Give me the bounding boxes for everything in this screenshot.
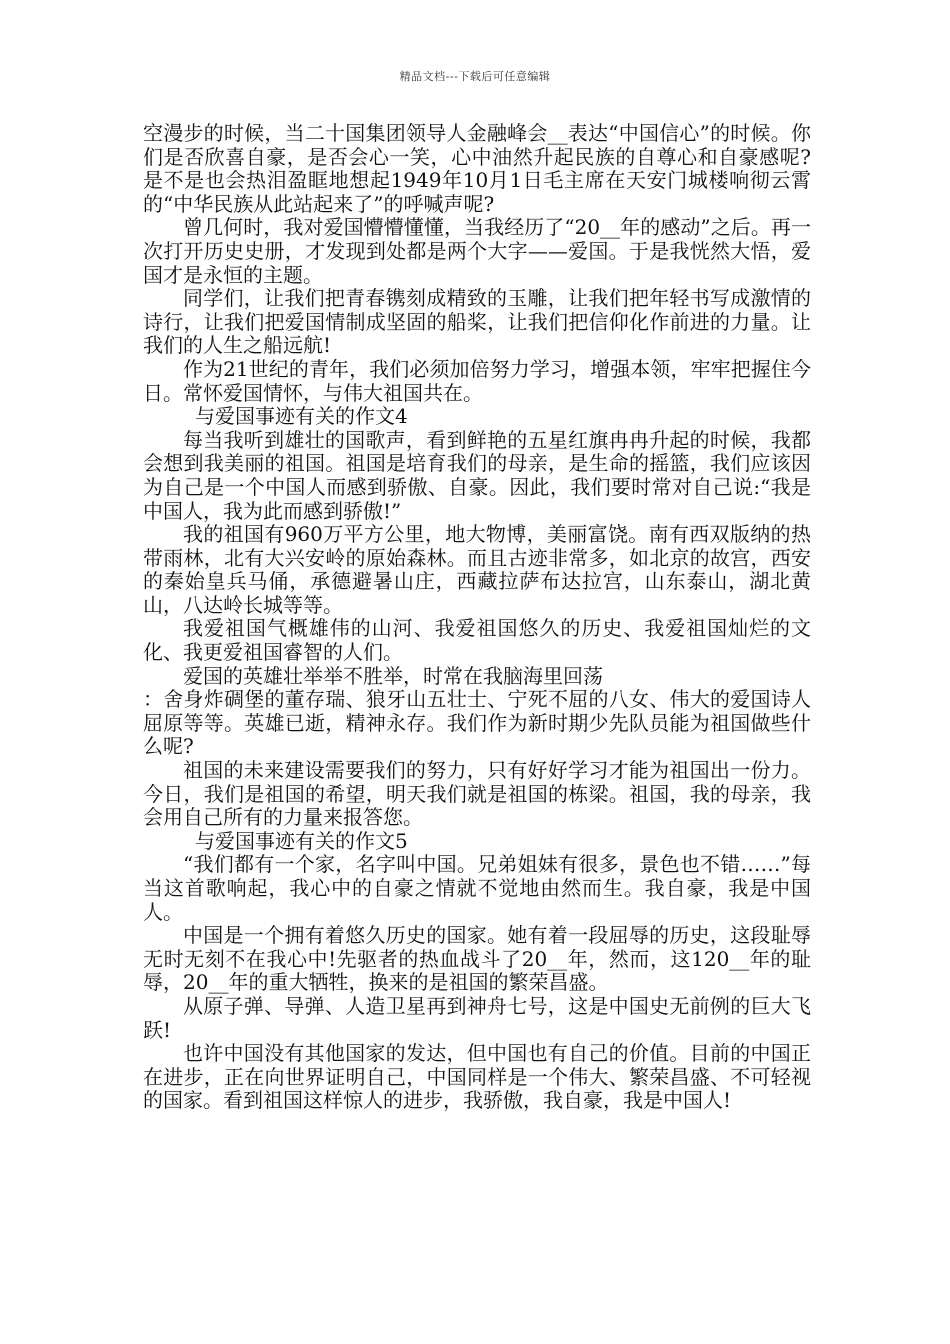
- paragraph: 从原子弹、导弹、人造卫星再到神舟七号，这是中国史无前例的巨大飞跃!: [143, 993, 811, 1042]
- paragraph: 同学们，让我们把青春镌刻成精致的玉雕，让我们把年轻书写成激情的诗行，让我们把爱国情制成坚固的船桨，让我们把信仰化作前进的力量。让我们的人生之船远航!: [143, 286, 811, 358]
- paragraph: 作为21世纪的青年，我们必须加倍努力学习，增强本领，牢牢把握住今日。常怀爱国情怀，与伟大祖国共在。: [143, 356, 811, 405]
- page-header: 精品文档---下载后可任意编辑: [399, 70, 551, 83]
- paragraph: 我爱祖国气概雄伟的山河、我爱祖国悠久的历史、我爱祖国灿烂的文化、我更爱祖国睿智的人们。: [143, 616, 811, 665]
- paragraph: “我们都有一个家，名字叫中国。兄弟姐妹有很多，景色也不错……”每当这首歌响起，我心中的自豪之情就不觉地由然而生。我自豪，我是中国人。: [143, 852, 811, 924]
- document-body: [143, 122, 811, 1113]
- paragraph: 空漫步的时候，当二十国集团领导人金融峰会__表达“中国信心”的时候。你们是否欣喜自豪，是否会心一笑，心中油然升起民族的自尊心和自豪感呢?是不是也会热泪盈眶地想起1949年10月1日毛主席在天安门城楼响彻云霄的“中华民族从此站起来了”的呼喊声呢?: [143, 121, 811, 216]
- paragraph: ：舍身炸碉堡的董存瑞、狼牙山五壮士、宁死不屈的八女、伟大的爱国诗人屈原等等。英雄已逝，精神永存。我们作为新时期少先队员能为祖国做些什么呢?: [143, 687, 811, 759]
- paragraph: 祖国的未来建设需要我们的努力，只有好好学习才能为祖国出一份力。今日，我们是祖国的希望，明天我们就是祖国的栋梁。祖国，我的母亲，我会用自己所有的力量来报答您。: [143, 758, 811, 830]
- paragraph: 每当我听到雄壮的国歌声，看到鲜艳的五星红旗冉冉升起的时候，我都会想到我美丽的祖国。祖国是培育我们的母亲，是生命的摇篮，我们应该因为自己是一个中国人而感到骄傲、自豪。因此，我们要时常对自己说:“我是中国人，我为此而感到骄傲!”: [143, 427, 811, 523]
- section-heading: 与爱国事迹有关的作文5: [195, 828, 408, 853]
- paragraph: 也许中国没有其他国家的发达，但中国也有自己的价值。目前的中国正在进步，正在向世界证明自己，中国同样是一个伟大、繁荣昌盛、不可轻视的国家。看到祖国这样惊人的进步，我骄傲，我自豪，我是中国人!: [143, 1041, 811, 1113]
- paragraph: 中国是一个拥有着悠久历史的国家。她有着一段屈辱的历史，这段耻辱无时无刻不在我心中!先驱者的热血战斗了20__年，然而，这120__年的耻辱，20__年的重大牺牲，换来的是祖国的繁荣昌盛。: [143, 923, 811, 995]
- paragraph: 爱国的英雄壮举举不胜举，时常在我脑海里回荡: [183, 663, 603, 688]
- section-heading: 与爱国事迹有关的作文4: [195, 404, 408, 429]
- paragraph: 我的祖国有960万平方公里，地大物博，美丽富饶。南有西双版纳的热带雨林，北有大兴安岭的原始森林。而且古迹非常多，如北京的故宫，西安的秦始皇兵马俑，承德避暑山庄，西藏拉萨布达拉宫，山东泰山，湖北黄山，八达岭长城等等。: [143, 522, 811, 617]
- paragraph: 曾几何时，我对爱国懵懵懂懂，当我经历了“20__年的感动”之后。再一次打开历史史册，才发现到处都是两个大字——爱国。于是我恍然大悟，爱国才是永恒的主题。: [143, 215, 811, 287]
